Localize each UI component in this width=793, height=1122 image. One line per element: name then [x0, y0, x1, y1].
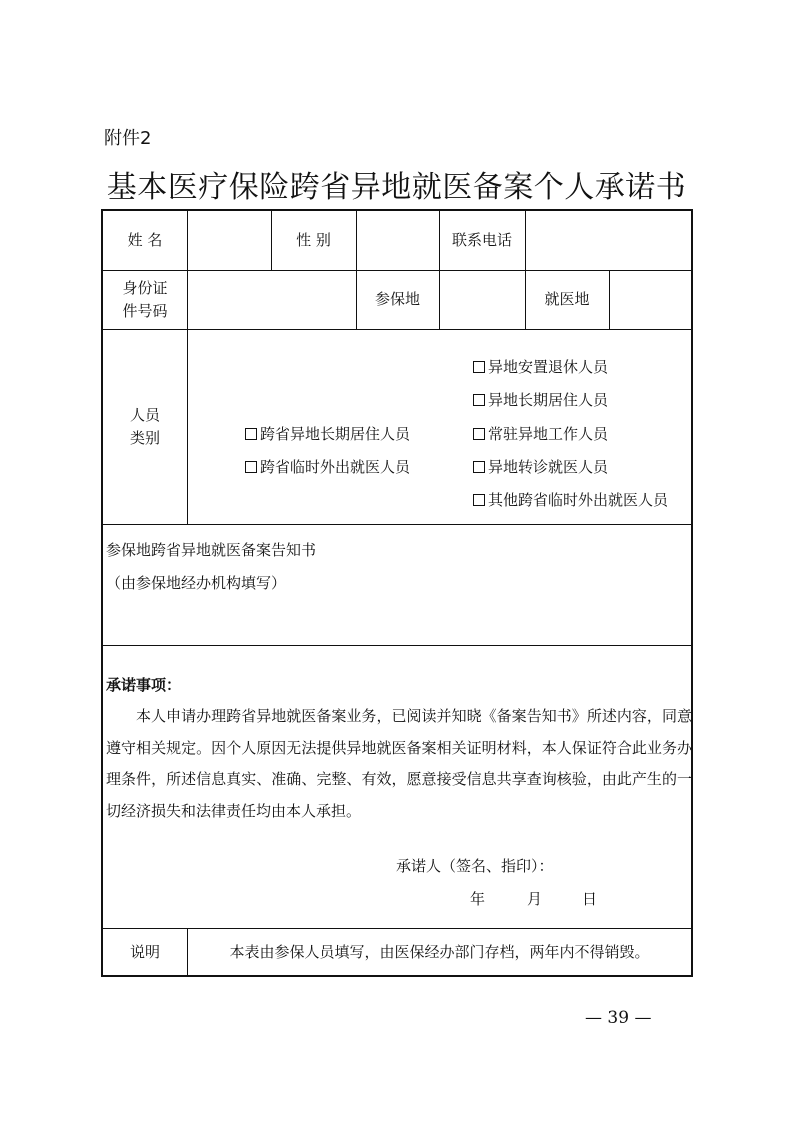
signer-label: 承诺人（签名、指印）： [396, 857, 554, 875]
option-relocated-retiree[interactable]: 异地安置退休人员 [473, 356, 608, 377]
checkbox[interactable] [473, 394, 485, 406]
option-other-temporary[interactable]: 其他跨省临时外出就医人员 [473, 489, 668, 510]
notice-subtitle: （由参保地经办机构填写） [106, 574, 287, 592]
commitment-form [101, 209, 693, 977]
checkbox[interactable] [473, 461, 485, 473]
row-divider [103, 524, 691, 525]
checkbox[interactable] [473, 361, 485, 373]
option-stationed-worker[interactable]: 常驻异地工作人员 [473, 423, 608, 444]
checkbox[interactable] [473, 494, 485, 506]
column-divider [187, 329, 188, 524]
medical-place-field[interactable] [610, 271, 691, 329]
option-referral-patient[interactable]: 异地转诊就医人员 [473, 456, 608, 477]
gender-field[interactable] [357, 211, 439, 270]
phone-label: 联系电话 [451, 231, 512, 250]
attachment-label: 附件2 [104, 128, 152, 149]
commitment-heading: 承诺事项： [106, 676, 182, 694]
row-divider [103, 645, 691, 646]
commitment-body: 本人申请办理跨省异地就医备案业务，已阅读并知晓《备案告知书》所述内容，同意遵守相关规定。因个人原因无法提供异地就医备案相关证明材料，本人保证符合此业务办理条件，所述信息真实、准确、完整、有效，愿意接受信息共享查询核验，由此产生的一切经济损失和法律责任均由本人承担。 [106, 707, 692, 820]
date-day: 日 [582, 890, 598, 908]
name-field[interactable] [188, 211, 271, 270]
checkbox[interactable] [245, 461, 257, 473]
notice-title: 参保地跨省异地就医备案告知书 [106, 541, 317, 559]
phone-field[interactable] [526, 211, 691, 270]
category-label-line1: 人员 [129, 406, 160, 424]
id-number-field[interactable] [188, 271, 356, 329]
checkbox[interactable] [473, 428, 485, 440]
row-divider [103, 329, 691, 330]
id-number-label [103, 270, 187, 329]
page-title: 基本医疗保险跨省异地就医备案个人承诺书 [106, 170, 687, 205]
option-cross-province-temporary[interactable]: 跨省临时外出就医人员 [245, 456, 410, 477]
option-cross-province-long-term[interactable]: 跨省异地长期居住人员 [245, 423, 410, 444]
insured-place-field[interactable] [440, 271, 525, 329]
remark-text: 本表由参保人员填写，由医保经办部门存档，两年内不得销毁。 [229, 943, 650, 962]
page-number: — 39 — [585, 1008, 652, 1028]
gender-label: 性 别 [296, 231, 331, 250]
remark-label: 说明 [129, 943, 160, 962]
id-label-line1: 身份证 [122, 279, 168, 297]
option-long-term-resident[interactable]: 异地长期居住人员 [473, 389, 608, 410]
date-year: 年 [470, 890, 486, 908]
insured-place-label: 参保地 [374, 290, 420, 309]
category-label-line2: 类别 [129, 428, 160, 447]
category-label [103, 329, 187, 524]
id-label-line2: 件号码 [122, 301, 168, 320]
medical-place-label: 就医地 [544, 290, 590, 309]
date-month: 月 [527, 890, 543, 908]
checkbox[interactable] [245, 428, 257, 440]
name-label: 姓 名 [127, 231, 163, 250]
